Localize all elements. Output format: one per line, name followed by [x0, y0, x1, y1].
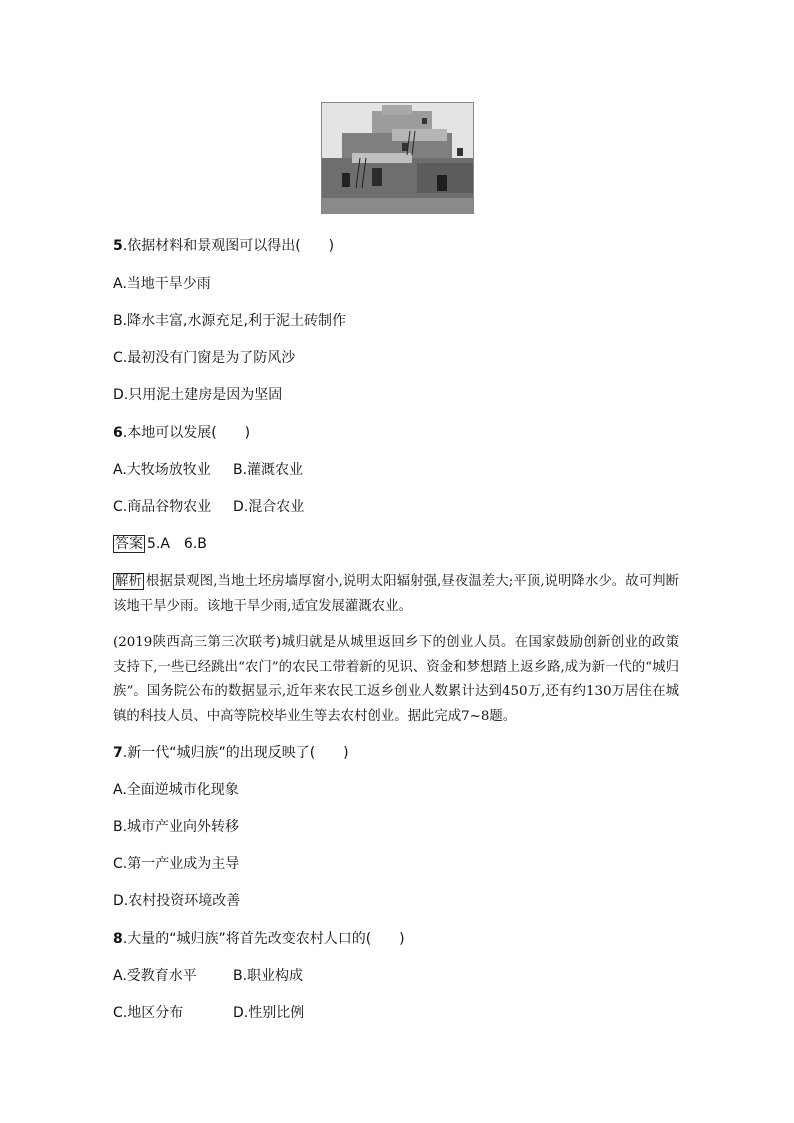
answer-line — [113, 534, 693, 554]
analysis-label: 解析 — [115, 574, 142, 589]
question-text: .依据材料和景观图可以得出( ) — [122, 238, 335, 254]
q8-options-row-2 — [113, 1003, 693, 1023]
question-text: .大量的“城归族”将首先改变农村人口的( ) — [122, 931, 405, 947]
reading-passage — [113, 631, 679, 729]
q8-option-c[interactable]: C.地区分布 — [113, 1005, 184, 1021]
q6-option-b[interactable]: B.灌溉农业 — [233, 462, 304, 478]
q5-option-b[interactable]: B.降水丰富,水源充足,利于泥土砖制作 — [113, 313, 346, 329]
question-text: .新一代“城归族”的出现反映了( ) — [122, 745, 349, 761]
answer-label: 答案 — [115, 536, 143, 552]
adobe-building-illustration — [322, 103, 473, 213]
analysis-text: 根据景观图,当地土坯房墙厚窗小,说明太阳辐射强,昼夜温差大;平顶,说明降水少。故可判断该地干旱少雨。该地干旱少雨,适宜发展灌溉农业。 — [113, 574, 679, 614]
question-8-stem — [113, 929, 693, 949]
question-number: 8 — [113, 931, 123, 947]
q7-option-b[interactable]: B.城市产业向外转移 — [113, 819, 240, 835]
q7-option-d[interactable]: D.农村投资环境改善 — [113, 893, 241, 909]
answer-text: 5.A 6.B — [147, 536, 207, 552]
question-6-stem — [113, 423, 693, 443]
q8-option-a[interactable]: A.受教育水平 — [113, 968, 197, 984]
adobe-building-photo — [321, 102, 474, 214]
q6-options-row-2 — [113, 497, 693, 517]
q6-option-a[interactable]: A.大牧场放牧业 — [113, 462, 211, 478]
q5-option-c[interactable]: C.最初没有门窗是为了防风沙 — [113, 350, 296, 366]
q6-option-d[interactable]: D.混合农业 — [233, 499, 305, 515]
question-text: .本地可以发展( ) — [122, 425, 251, 441]
question-7-stem — [113, 743, 693, 763]
q6-option-c[interactable]: C.商品谷物农业 — [113, 499, 212, 515]
q6-options-row-1 — [113, 460, 693, 480]
q8-option-d[interactable]: D.性别比例 — [233, 1005, 305, 1021]
q7-option-a[interactable]: A.全面逆城市化现象 — [113, 782, 239, 798]
q7-option-c[interactable]: C.第一产业成为主导 — [113, 856, 240, 872]
question-5-stem — [113, 236, 693, 256]
question-number: 5 — [113, 238, 123, 254]
question-number: 7 — [113, 745, 123, 761]
q5-option-a[interactable]: A.当地干旱少雨 — [113, 276, 211, 292]
q5-option-d[interactable]: D.只用泥土建房是因为坚固 — [113, 387, 283, 403]
q8-options-row-1 — [113, 966, 693, 986]
analysis-paragraph — [113, 570, 679, 619]
passage-text: (2019陕西高三第三次联考)城归就是从城里返回乡下的创业人员。在国家鼓励创新创业的政策支持下,一些已经跳出“农门”的农民工带着新的见识、资金和梦想踏上返乡路,成为新一代的“城归族”。国务院公布的数据显示,近年来农民工返乡创业人数累计达到450万,还有约130万居住在城镇的科技人员、中高等院校毕业生等去农村创业。据此完成7~8题。 — [113, 635, 679, 724]
question-number: 6 — [113, 425, 123, 441]
q8-option-b[interactable]: B.职业构成 — [233, 968, 304, 984]
